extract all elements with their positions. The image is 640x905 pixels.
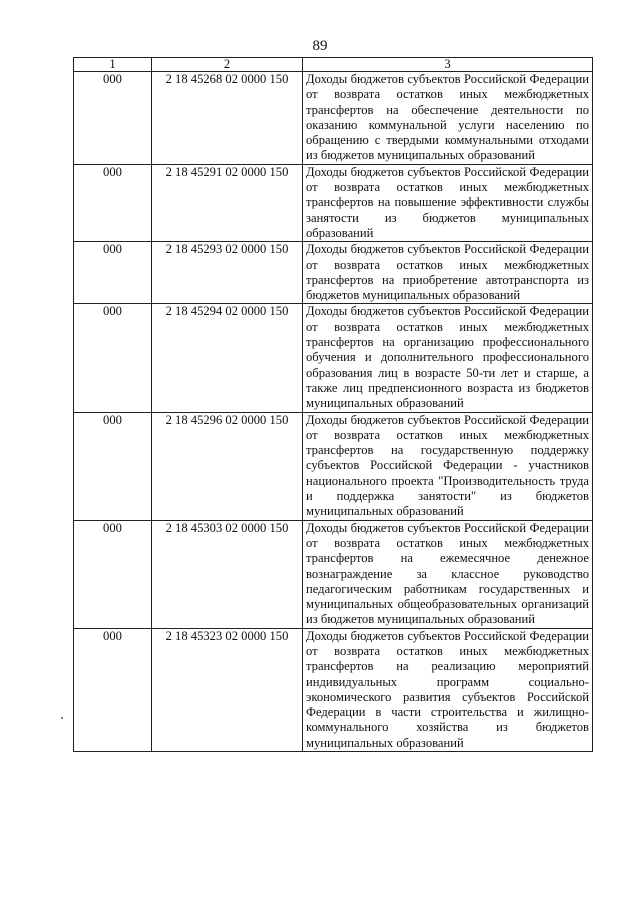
table-row bbox=[74, 164, 593, 241]
admin-code-cell: 000 bbox=[74, 520, 152, 628]
column-header-1: 1 bbox=[74, 58, 152, 72]
budget-code-cell: 2 18 45296 02 0000 150 bbox=[152, 412, 303, 520]
admin-code-cell: 000 bbox=[74, 412, 152, 520]
admin-code-cell: 000 bbox=[74, 72, 152, 165]
revenue-description-cell: Доходы бюджетов субъектов Российской Федерации от возврата остатков иных межбюджетных трансфертов на ежемесячное денежное вознаграждение за классное руководство педагогическим работникам государственных и муниципальных общеобразовательных организаций из бюджетов муниципальных образований bbox=[303, 520, 593, 628]
revenue-description-cell: Доходы бюджетов субъектов Российской Федерации от возврата остатков иных межбюджетных трансфертов на реализацию мероприятий индивидуальных программ социально-экономического развития субъектов Российской Федерации в части строительства и жилищно-коммунального хозяйства из бюджетов муниципальных образований bbox=[303, 628, 593, 751]
table-row bbox=[74, 520, 593, 628]
revenue-description-cell: Доходы бюджетов субъектов Российской Федерации от возврата остатков иных межбюджетных трансфертов на государственную поддержку субъектов Российской Федерации - участников национального проекта "Производительность труда и поддержка занятости" из бюджетов муниципальных образований bbox=[303, 412, 593, 520]
budget-revenue-table bbox=[73, 57, 593, 752]
budget-code-cell: 2 18 45294 02 0000 150 bbox=[152, 304, 303, 412]
budget-code-cell: 2 18 45323 02 0000 150 bbox=[152, 628, 303, 751]
table-header-row bbox=[74, 58, 593, 72]
budget-code-cell: 2 18 45268 02 0000 150 bbox=[152, 72, 303, 165]
scan-speck bbox=[61, 717, 63, 719]
admin-code-cell: 000 bbox=[74, 628, 152, 751]
admin-code-cell: 000 bbox=[74, 164, 152, 241]
table-row bbox=[74, 72, 593, 165]
column-header-2: 2 bbox=[152, 58, 303, 72]
revenue-description-cell: Доходы бюджетов субъектов Российской Федерации от возврата остатков иных межбюджетных трансфертов на повышение эффективности службы занятости из бюджетов муниципальных образований bbox=[303, 164, 593, 241]
page-number: 89 bbox=[312, 38, 328, 54]
table-row bbox=[74, 628, 593, 751]
budget-code-cell: 2 18 45291 02 0000 150 bbox=[152, 164, 303, 241]
table-row bbox=[74, 304, 593, 412]
budget-code-cell: 2 18 45303 02 0000 150 bbox=[152, 520, 303, 628]
column-header-3: 3 bbox=[303, 58, 593, 72]
revenue-description-cell: Доходы бюджетов субъектов Российской Федерации от возврата остатков иных межбюджетных трансфертов на организацию профессионального обучения и дополнительного профессионального образования лиц в возрасте 50-ти лет и старше, а также лиц предпенсионного возраста из бюджетов муниципальных образований bbox=[303, 304, 593, 412]
table-row bbox=[74, 412, 593, 520]
revenue-description-cell: Доходы бюджетов субъектов Российской Федерации от возврата остатков иных межбюджетных трансфертов на обеспечение деятельности по оказанию коммунальной услуги населению по обращению с твердыми коммунальными отходами из бюджетов муниципальных образований bbox=[303, 72, 593, 165]
revenue-description-cell: Доходы бюджетов субъектов Российской Федерации от возврата остатков иных межбюджетных трансфертов на приобретение автотранспорта из бюджетов муниципальных образований bbox=[303, 242, 593, 304]
admin-code-cell: 000 bbox=[74, 242, 152, 304]
table-row bbox=[74, 242, 593, 304]
admin-code-cell: 000 bbox=[74, 304, 152, 412]
budget-code-cell: 2 18 45293 02 0000 150 bbox=[152, 242, 303, 304]
